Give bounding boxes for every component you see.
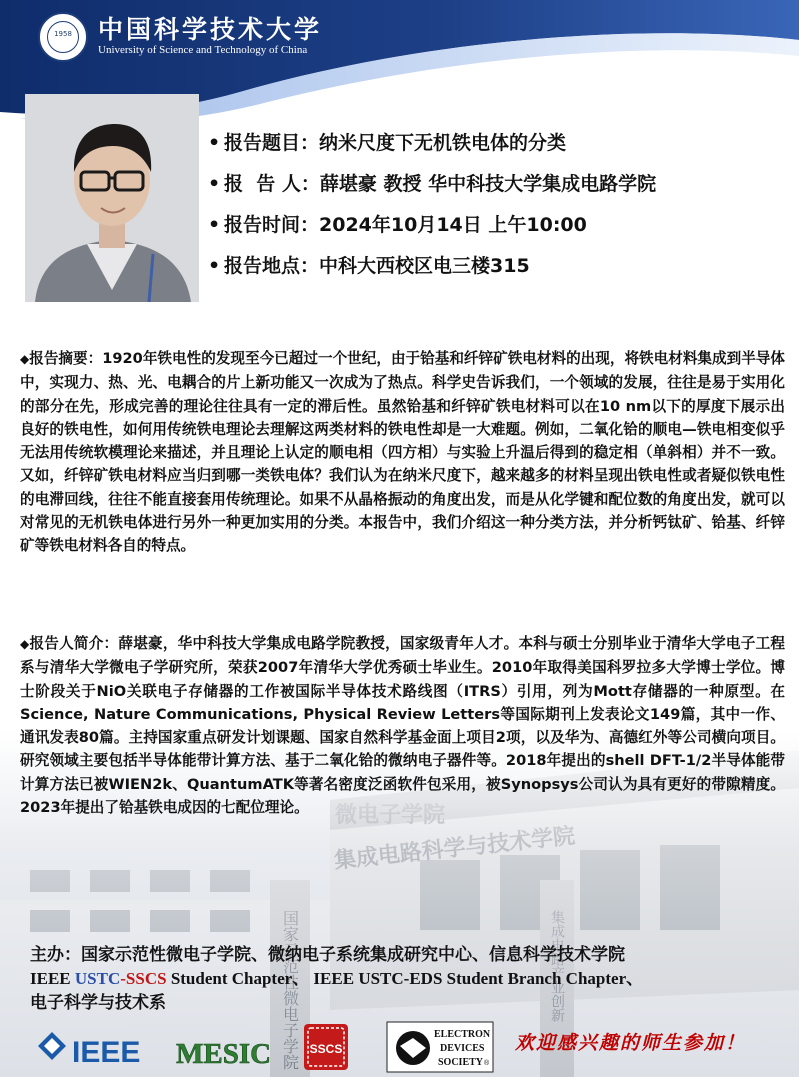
- abstract-text: 1920年铁电性的发现至今已超过一个世纪，由于铪基和纤锌矿铁电材料的出现，将铁电材料集成到半导体中，实现力、热、光、电耦合的片上新功能又一次成为了热点。科学史告诉我们，一个领域的发展，往往是易于实用化的部分在先，形成完善的理论往往具有一定的滞后性。虽然铪基和纤锌矿铁电材料可以在10 nm以下的厚度下展示出良好的铁电性，如何用传统铁电理论去理解这两类材料的铁电性却是一大难题。例如，二氧化铪的顺电—铁电相变似乎无法用传统软模理论来描述，并且理论上认定的顺电相（四方相）与实验上升温后得到的稳定相（单斜相）并不一致。又如，纤锌矿铁电材料应当归到哪一类铁电体？我们认为在纳米尺度下，越来越多的材料呈现出铁电性或者疑似铁电性的电滞回线，往往不能直接套用传统理论。如果不从晶格振动的角度出发，而是从化学键和配位数的角度出发，就可以对常见的无机铁电体进行另外一种更加实用的分类。本报告中，我们介绍这一种分类方法，并分析钙钛矿、铪基、纤锌矿等铁电材料各自的特点。: [20, 350, 785, 555]
- eds-logo: [387, 1022, 493, 1072]
- speaker-name: 薛堪豪 教授 华中科技大学集成电路学院: [319, 173, 657, 195]
- eds-logo-line1: ELECTRON: [434, 1029, 491, 1040]
- sscs-logo: [304, 1024, 348, 1070]
- org-text: IEEE: [30, 969, 75, 988]
- eds-logo-line3: SOCIETY: [438, 1057, 484, 1068]
- speaker-photo: [25, 94, 199, 302]
- org-ustc: USTC: [74, 969, 121, 988]
- bullet-icon: •: [208, 214, 221, 236]
- info-label: 报 告 人：: [224, 173, 320, 195]
- time-row: [208, 210, 656, 251]
- organizers-line-2: [30, 967, 790, 991]
- sscs-logo-text: SSCS: [309, 1042, 343, 1056]
- bullet-icon: •: [208, 255, 221, 277]
- organizers-line-3: 电子科学与技术系: [30, 993, 166, 1013]
- welcome-slogan: 欢迎感兴趣的师生参加！: [515, 1032, 747, 1054]
- ieee-logo-text: IEEE: [72, 1036, 141, 1069]
- seal-year: 1958: [54, 30, 72, 38]
- speaker-portrait-icon: [25, 94, 199, 302]
- abstract-section: [20, 347, 785, 558]
- mesic-logo-text: MESIC: [176, 1038, 272, 1070]
- organizers-block: [30, 943, 790, 1015]
- bullet-icon: •: [208, 132, 221, 154]
- organizers-line-1: 主办：国家示范性微电子学院、微纳电子系统集成研究中心、信息科学技术学院: [30, 945, 625, 965]
- org-sscs: SSCS: [125, 969, 167, 988]
- diamond-bullet-icon: ◆: [20, 637, 30, 651]
- bio-text: 薛堪豪，华中科技大学集成电路学院教授，国家级青年人才。本科与硕士分别毕业于清华大学电子工程系与清华大学微电子学研究所，荣获2007年清华大学优秀硕士毕业生。2010年取得美国科罗拉多大学博士学位。博士阶段关于NiO关联电子存储器的工作被国际半导体技术路线图（ITRS）引用，列为Mott存储器的一种原型。在Science, Nature Communications, Physical Review Letters等国际期刊上发表论文149篇，其中一作、通讯发表80篇。主持国家重点研发计划课题、国家自然科学基金面上项目2项，以及华为、高德红外等公司横向项目。研究领域主要包括半导体能带计算方法、基于二氧化铪的微纳电子器件等。2018年提出的shell DFT-1/2半导体能带计算方法已被WIEN2k、QuantumATK等著名密度泛函软件包采用，被Synopsys公司认为具有更好的带隙精度。2023年提出了铪基铁电成因的七配位理论。: [20, 635, 785, 817]
- bullet-icon: •: [208, 173, 221, 195]
- org-dash: -: [120, 969, 126, 988]
- eds-registered-mark: ®: [484, 1060, 490, 1067]
- info-label: 报告题目：: [224, 132, 320, 154]
- talk-title-row: [208, 128, 656, 169]
- ieee-logo: [38, 1032, 140, 1069]
- talk-title: 纳米尺度下无机铁电体的分类: [319, 132, 567, 154]
- bio-section: [20, 632, 785, 819]
- location-row: [208, 251, 656, 292]
- bio-label: 报告人简介：: [29, 635, 119, 652]
- eds-logo-line2: DEVICES: [440, 1043, 485, 1054]
- university-seal-icon: [38, 12, 88, 62]
- university-name-en: University of Science and Technology of China: [98, 44, 308, 56]
- speaker-row: [208, 169, 656, 210]
- talk-location: 中科大西校区电三楼315: [319, 255, 530, 277]
- info-label: 报告时间：: [224, 214, 320, 236]
- diamond-bullet-icon: ◆: [20, 352, 30, 366]
- university-name-cn: 中国科学技术大学: [98, 15, 323, 44]
- talk-info-list: [208, 128, 656, 292]
- abstract-label: 报告摘要：: [29, 350, 103, 367]
- talk-time: 2024年10月14日 上午10:00: [319, 214, 587, 236]
- info-label: 报告地点：: [224, 255, 320, 277]
- org-text: Student Chapter、 IEEE USTC-EDS Student Branch Chapter、: [166, 969, 644, 988]
